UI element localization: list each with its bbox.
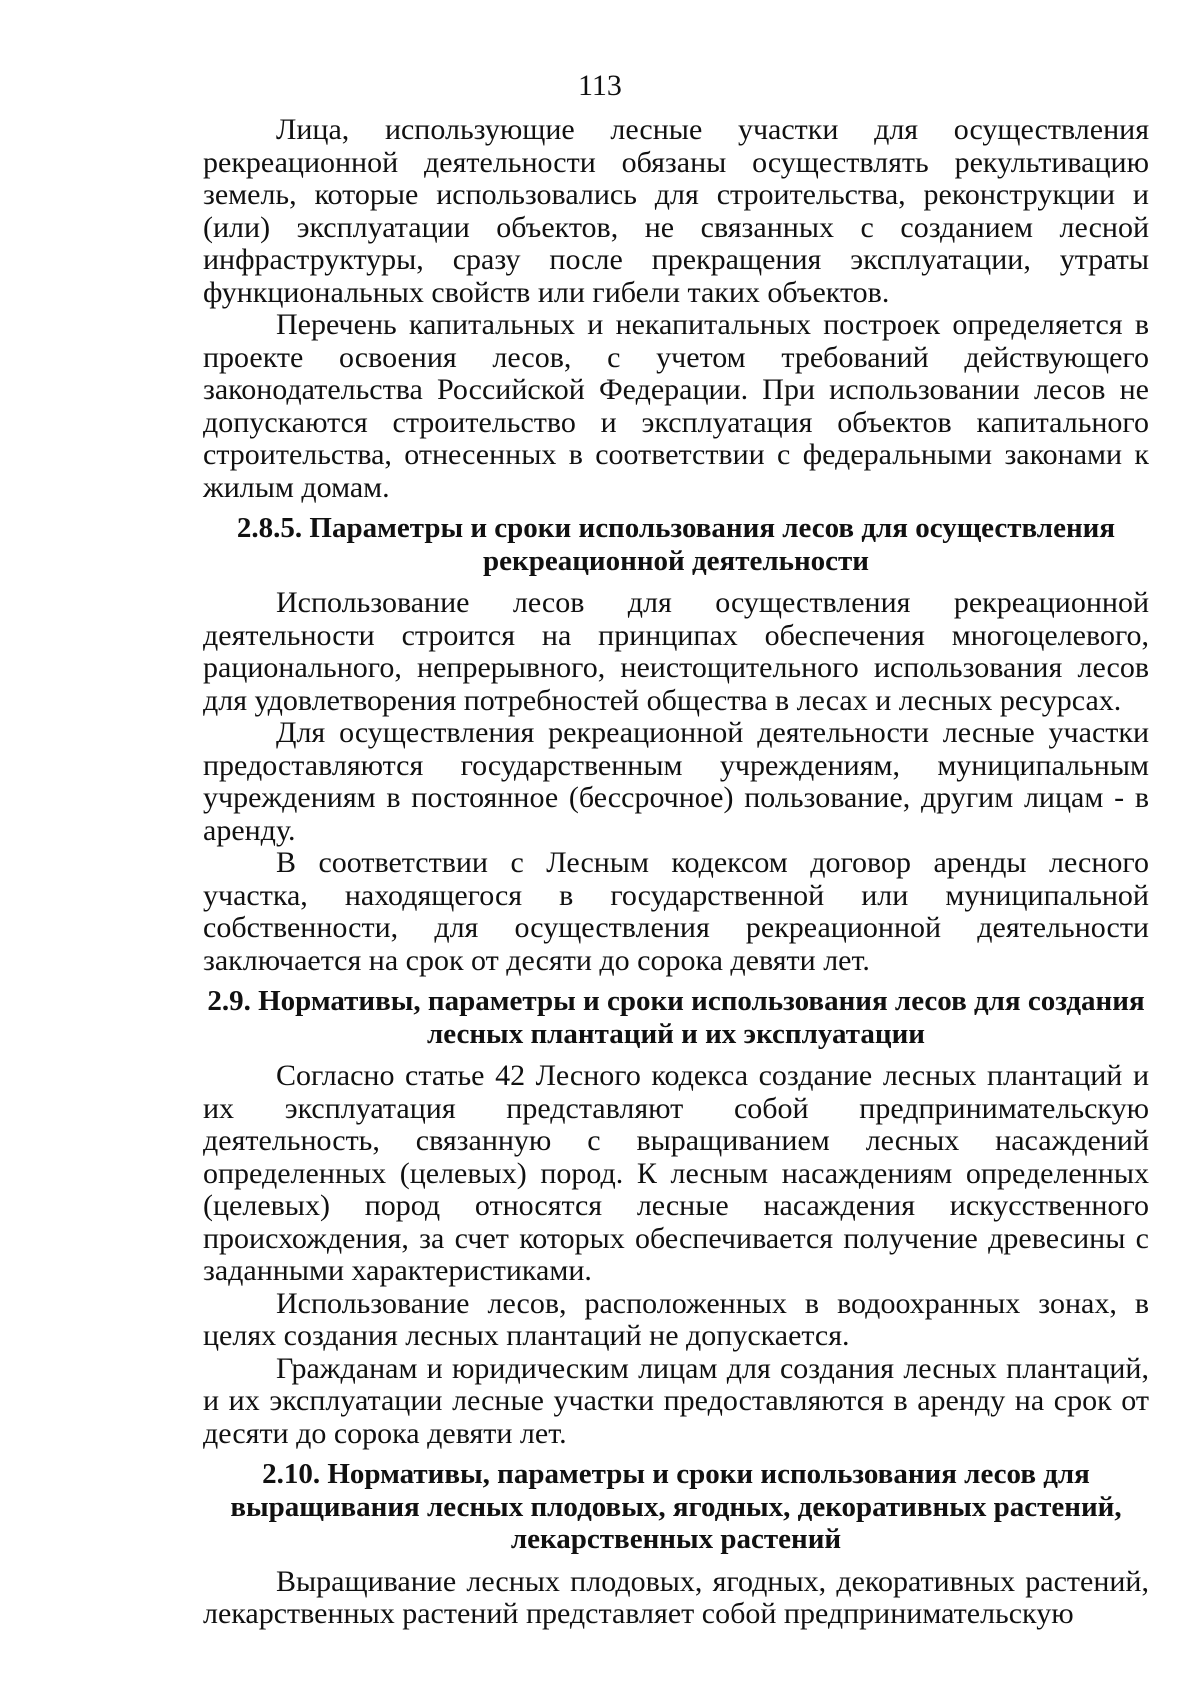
heading-line: 2.10. Нормативы, параметры и сроки использования лесов для [262, 1458, 1090, 1490]
page-body [203, 114, 1149, 1631]
paragraph-buildings-list: Перечень капитальных и некапитальных построек определяется в проекте освоения лесов, с учетом требований действующего законодательства Российской Федерации. При использовании лесов не допускаются строительство и эксплуатация объектов капитального строительства, отнесенных в соответствии с федеральными законами к жилым домам. [203, 308, 1149, 504]
section-heading-2-8-5 [203, 512, 1149, 577]
paragraph-recreation-provision: Для осуществления рекреационной деятельности лесные участки предоставляются государственным учреждениям, муниципальным учреждениям в постоянное (бессрочное) пользование, другим лицам - в аренду. [203, 716, 1149, 847]
paragraph-recreation-principles: Использование лесов для осуществления рекреационной деятельности строится на принципах обеспечения многоцелевого, рационального, непрерывного, неистощительного использования лесов для удовлетворения потребностей общества в лесах и лесных ресурсах. [203, 586, 1149, 717]
heading-line: 2.9. Нормативы, параметры и сроки использования лесов для создания [207, 985, 1145, 1017]
paragraph-plantations-water-zones: Использование лесов, расположенных в водоохранных зонах, в целях создания лесных плантаций не допускается. [203, 1286, 1149, 1352]
paragraph-plantations-definition: Согласно статье 42 Лесного кодекса создание лесных плантаций и их эксплуатация представляют собой предпринимательскую деятельность, связанную с выращиванием лесных насаждений определенных (целевых) пород. К лесным насаждениям определенных (целевых) пород относятся лесные насаждения искусственного происхождения, за счет которых обеспечивается получение древесины с заданными характеристиками. [203, 1059, 1149, 1287]
heading-line: выращивания лесных плодовых, ягодных, декоративных растений, [230, 1490, 1122, 1523]
section-heading-2-9 [203, 985, 1149, 1050]
heading-line: рекреационной деятельности [483, 544, 869, 577]
paragraph-plantations-lease-term: Гражданам и юридическим лицам для создания лесных плантаций, и их эксплуатации лесные участки предоставляются в аренду на срок от десяти до сорока девяти лет. [203, 1351, 1149, 1450]
section-heading-2-10 [203, 1458, 1149, 1556]
heading-line: лекарственных растений [510, 1523, 842, 1555]
paragraph-recreation-lease-term: В соответствии с Лесным кодексом договор аренды лесного участка, находящегося в государственной или муниципальной собственности, для осуществления рекреационной деятельности заключается на срок от десяти до сорока девяти лет. [203, 846, 1149, 977]
paragraph-reclamation: Лица, использующие лесные участки для осуществления рекреационной деятельности обязаны осуществлять рекультивацию земель, которые использовались для строительства, реконструкции и (или) эксплуатации объектов, не связанных с созданием лесной инфраструктуры, сразу после прекращения эксплуатации, утраты функциональных свойств или гибели таких объектов. [203, 113, 1149, 309]
paragraph-growing-plants: Выращивание лесных плодовых, ягодных, декоративных растений, лекарственных растений представляет собой предпринимательскую [203, 1564, 1149, 1630]
page-number: 113 [578, 69, 622, 102]
heading-line: лесных плантаций и их эксплуатации [426, 1017, 925, 1050]
heading-line: 2.8.5. Параметры и сроки использования лесов для осуществления [236, 512, 1116, 544]
